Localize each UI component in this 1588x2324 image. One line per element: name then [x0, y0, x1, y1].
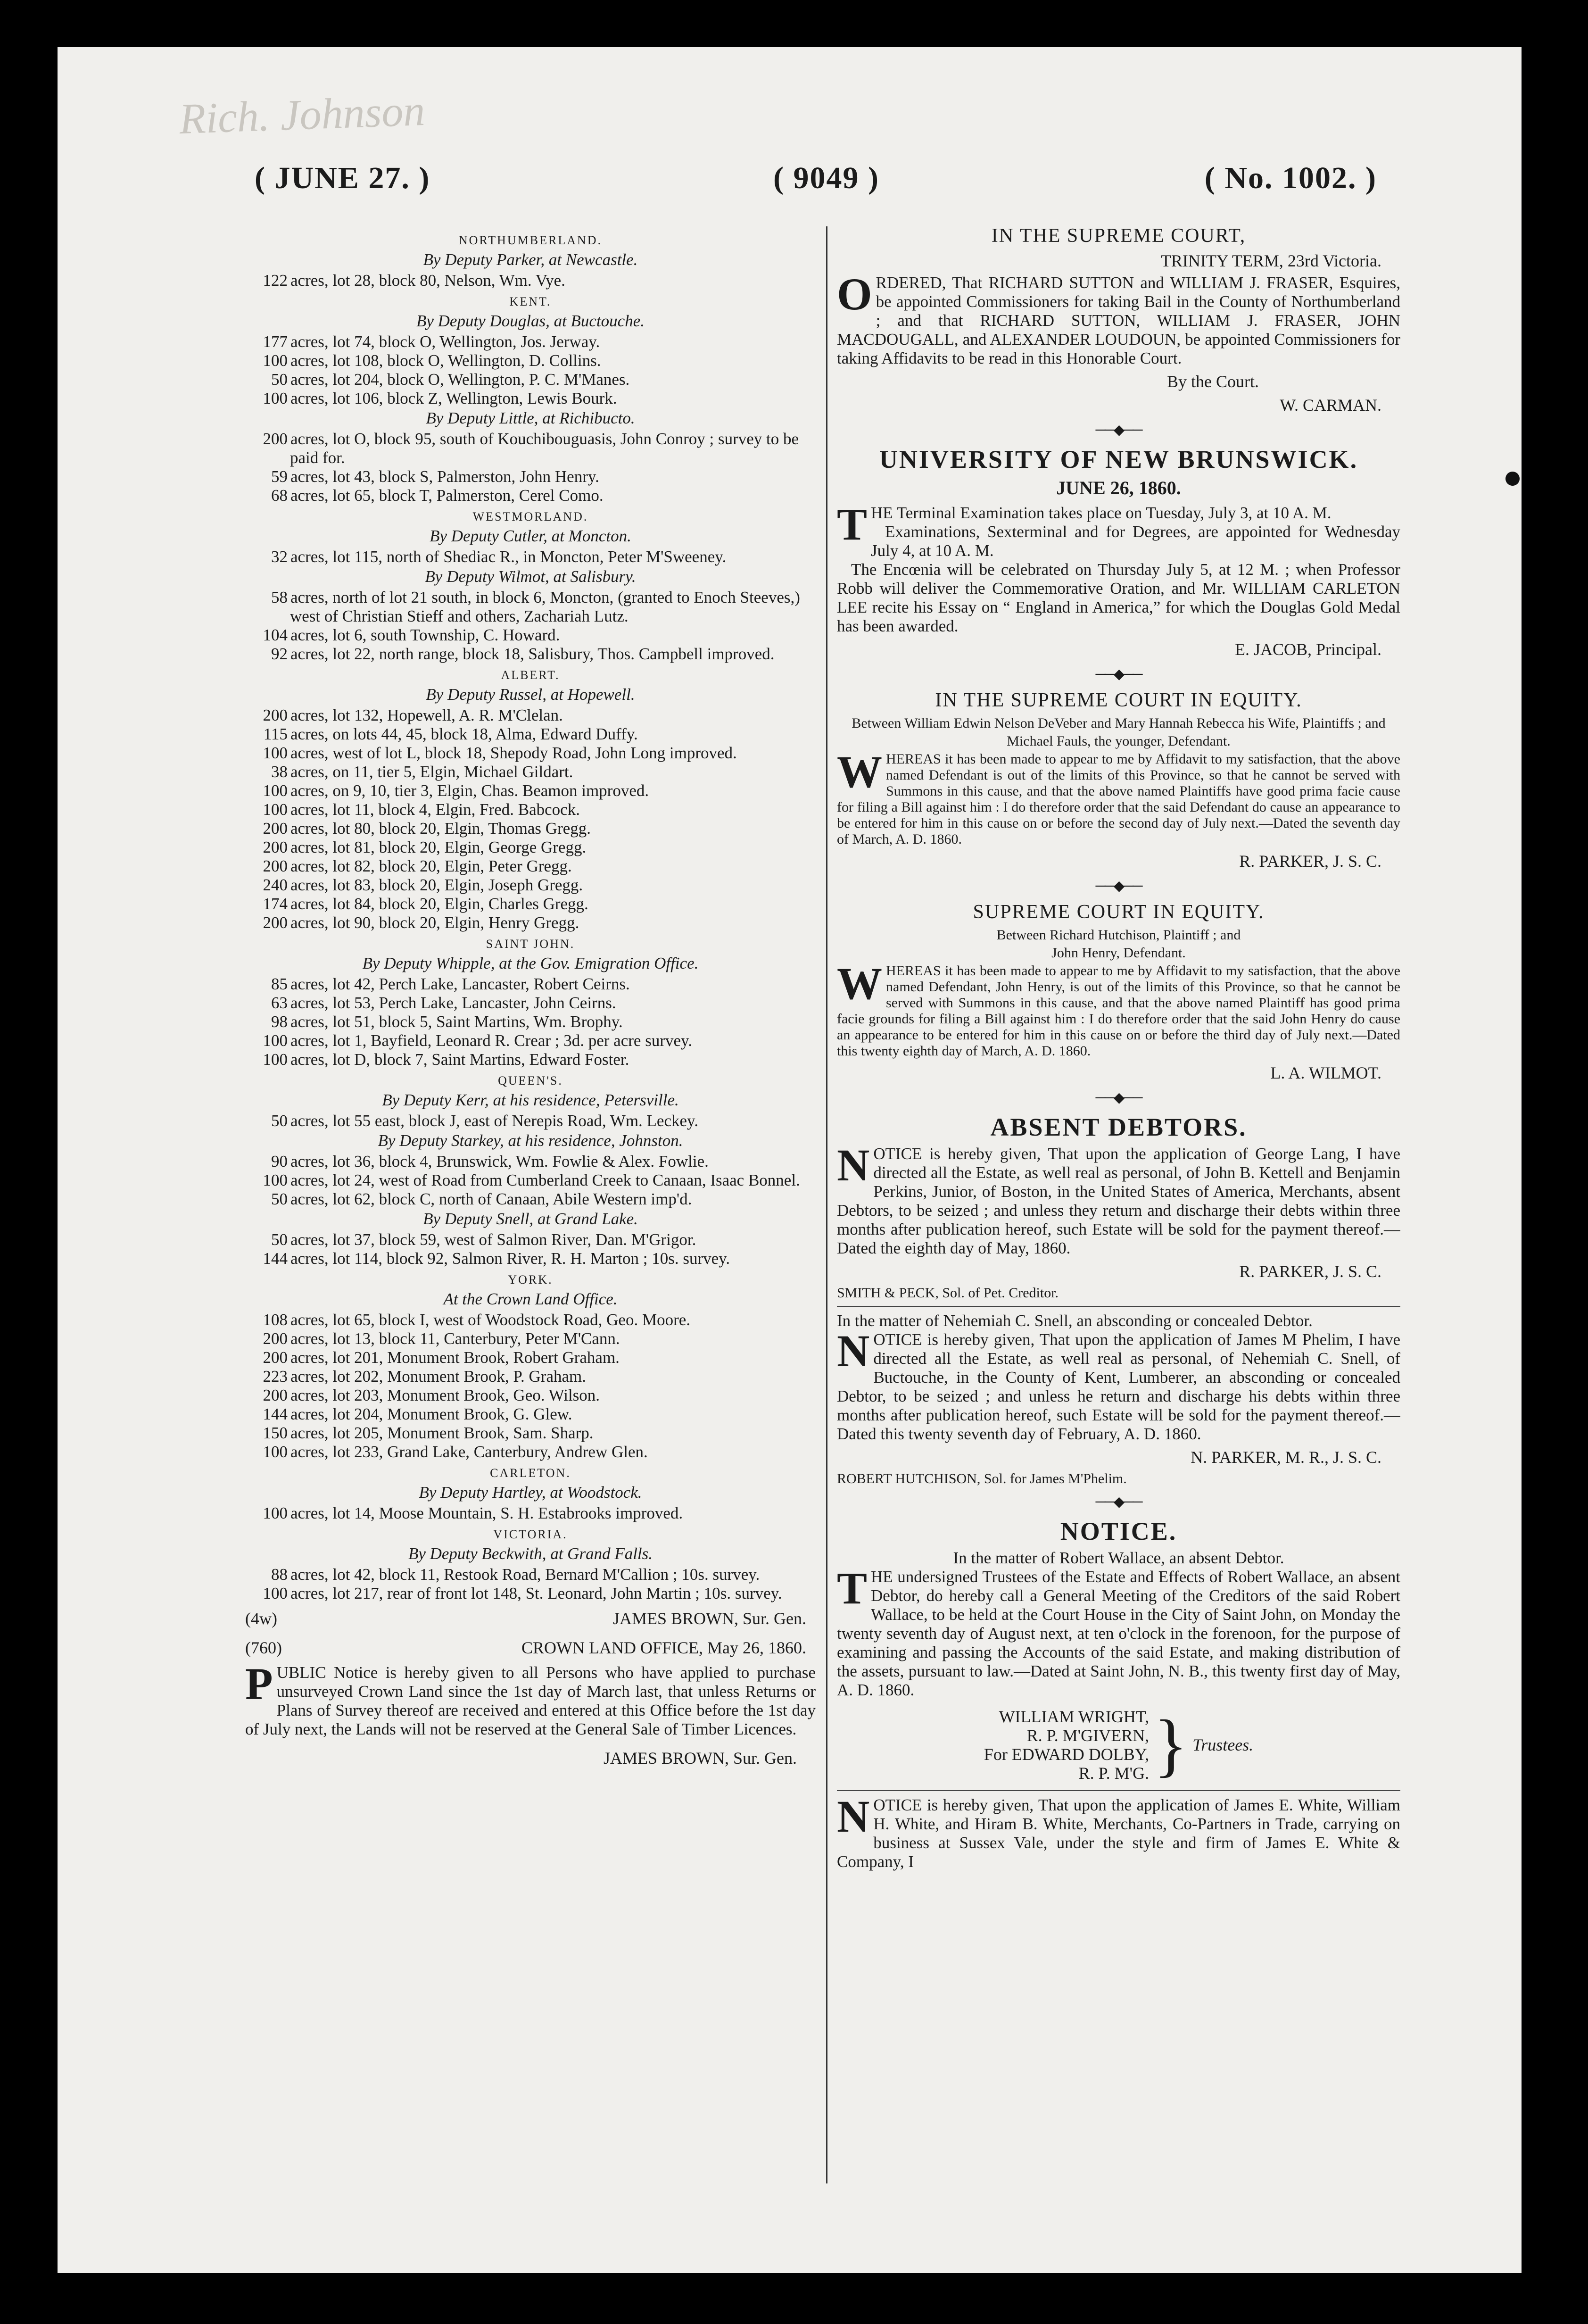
entry-text: acres, lot 84, block 20, Elgin, Charles Gregg. [290, 895, 588, 913]
land-entry [245, 389, 816, 408]
entry-text: acres, lot D, block 7, Saint Martins, Edward Foster. [290, 1050, 629, 1069]
land-entry [245, 1249, 816, 1268]
notice-title: SUPREME COURT IN EQUITY. [973, 901, 1265, 923]
land-entry [245, 1329, 816, 1348]
entry-list [245, 1565, 816, 1603]
entry-text: acres, west of lot L, block 18, Shepody Road, John Long improved. [290, 744, 737, 762]
signature: JAMES BROWN, Sur. Gen. [612, 1609, 806, 1628]
land-entry [245, 271, 816, 290]
county-kent: KENT. [509, 295, 552, 308]
county-victoria: VICTORIA. [493, 1527, 568, 1541]
ornament-divider: ──◆── [1095, 1090, 1142, 1105]
acreage: 32 [271, 548, 288, 566]
notice-title: IN THE SUPREME COURT IN EQUITY. [935, 689, 1302, 711]
acreage: 144 [263, 1249, 288, 1268]
parties: Michael Fauls, the younger, Defendant. [1007, 733, 1231, 749]
acreage: 100 [263, 389, 288, 407]
order-text: HEREAS it has been made to appear to me by Affidavit to my satisfaction, that the above named Defendant, John Henry, is out of the limits of this Province, so that he cannot be served with Summons in this cause, and that the above named Plaintiff has good prima facie grounds for filing a Bill against him : I do therefore order that the said John Henry do cause an appearance to be entered for him in this cause on or before the third day of July next.—Dated this twenty eighth day of March, A. D. 1860. [837, 963, 1400, 1059]
header-date: ( JUNE 27. ) [255, 161, 430, 195]
acreage: 85 [271, 975, 288, 993]
parties: Between William Edwin Nelson DeVeber and Mary Hannah Rebecca his Wife, Plaintiffs ; and [852, 715, 1386, 731]
land-entry [245, 1367, 816, 1386]
acreage: 98 [271, 1013, 288, 1031]
parties: John Henry, Defendant. [1051, 945, 1186, 961]
county-york: YORK. [508, 1273, 553, 1286]
entry-text: acres, lot 1, Bayfield, Leonard R. Crear ; 3d. per acre survey. [290, 1031, 692, 1050]
county-albert: ALBERT. [501, 668, 560, 682]
land-entry [245, 1171, 816, 1190]
entry-text: acres, lot 37, block 59, west of Salmon River, Dan. M'Grigor. [290, 1230, 696, 1249]
entry-text: acres, lot 42, block 11, Restook Road, Bernard M'Callion ; 10s. survey. [290, 1565, 760, 1584]
land-entry [245, 1050, 816, 1069]
acreage: 144 [263, 1405, 288, 1423]
handwritten-annotation: Rich. Johnson [178, 86, 426, 143]
exam-paragraph: Examinations, Sexterminal and for Degrees, are appointed for Wednesday July 4, at 10 A. M. [871, 523, 1400, 560]
acreage: 100 [263, 1050, 288, 1069]
county-westmorland: WESTMORLAND. [472, 510, 588, 523]
entry-text: acres, lot 81, block 20, Elgin, George Gregg. [290, 838, 587, 856]
entry-text: acres, lot 62, block C, north of Canaan, Abile Western imp'd. [290, 1190, 692, 1208]
land-entry [245, 895, 816, 913]
header-page-number: ( 9049 ) [773, 161, 879, 195]
notice-text: HE undersigned Trustees of the Estate and Effects of Robert Wallace, an absent Debtor, do hereby call a General Meeting of the Creditors of the said Robert Wallace, to be held at the Court House in the City of Saint John, on Monday the twenty seventh day of August next, at ten o'clock in the forenoon, for the purpose of examining and passing the Accounts of the said Estate, and making distribution of the assets, pursuant to law.—Dated at Saint John, N. B., this twenty first day of May, A. D. 1860. [837, 1568, 1400, 1699]
signature: R. PARKER, J. S. C. [1239, 1262, 1381, 1281]
entry-text: acres, lot 53, Perch Lake, Lancaster, John Ceirns. [290, 994, 616, 1012]
signature: R. PARKER, J. S. C. [1239, 852, 1381, 871]
land-entry [245, 332, 816, 351]
drop-cap: T [837, 1563, 868, 1613]
drop-cap: N [837, 1791, 870, 1842]
land-entry [245, 351, 816, 370]
notice-title: ABSENT DEBTORS. [990, 1113, 1247, 1141]
entry-text: acres, lot 217, rear of front lot 148, St. Leonard, John Martin ; 10s. survey. [290, 1584, 782, 1602]
land-entry [245, 706, 816, 725]
crown-land-notice [245, 1659, 816, 1739]
acreage: 100 [263, 800, 288, 819]
land-entry [245, 1405, 816, 1424]
absconding-debtor-notice [837, 1326, 1400, 1444]
acreage: 108 [263, 1311, 288, 1329]
acreage: 68 [271, 486, 288, 505]
acreage: 200 [263, 1329, 288, 1348]
acreage: 50 [271, 1112, 288, 1130]
land-entry [245, 1424, 816, 1443]
entry-text: acres, lot 28, block 80, Nelson, Wm. Vye. [290, 271, 565, 290]
entry-text: acres, lot 90, block 20, Elgin, Henry Gregg. [290, 913, 579, 932]
land-entry [245, 1348, 816, 1367]
notice-text: OTICE is hereby given, That upon the application of George Lang, I have directed all the Estate, as well real as personal, of John B. Kettell and Benjamin Perkins, Junior, of Boston, in the United States of America, Merchants, absent Debtors, to be seized ; and unless they return and discharge their debts within three months after publication hereof, such Estate will be sold for the payment thereof.—Dated the eighth day of May, 1860. [837, 1145, 1400, 1257]
signature-line [245, 1609, 816, 1628]
entry-text: acres, lot 204, block O, Wellington, P. C. M'Manes. [290, 370, 630, 389]
deputy-heading: By Deputy Hartley, at Woodstock. [419, 1483, 642, 1502]
land-entry [245, 857, 816, 876]
entry-text: acres, lot 108, block O, Wellington, D. Collins. [290, 351, 601, 370]
deputy-heading: By Deputy Little, at Richibucto. [426, 409, 635, 427]
land-entry [245, 876, 816, 895]
land-entry [245, 1152, 816, 1171]
trustees-block [837, 1707, 1400, 1783]
entry-text: acres, lot 74, block O, Wellington, Jos. Jerway. [290, 332, 600, 351]
acreage: 150 [263, 1424, 288, 1442]
county-queens: QUEEN'S. [498, 1074, 563, 1087]
equity-order [837, 958, 1400, 1059]
court-order [837, 269, 1400, 368]
signature: JAMES BROWN, Sur. Gen. [603, 1749, 797, 1768]
acreage: 100 [263, 744, 288, 762]
deputy-heading: By Deputy Wilmot, at Salisbury. [425, 567, 636, 586]
right-column [837, 223, 1400, 2189]
entry-list [245, 1112, 816, 1130]
deputy-heading: By Deputy Starkey, at his residence, Johnston. [378, 1131, 683, 1150]
drop-cap: T [837, 499, 868, 549]
entry-text: acres, lot 83, block 20, Elgin, Joseph Gregg. [290, 876, 583, 894]
land-entry [245, 430, 816, 467]
entry-text: acres, lot 24, west of Road from Cumberland Creek to Canaan, Isaac Bonnel. [290, 1171, 800, 1189]
by-the-court: By the Court. [1167, 372, 1259, 391]
land-entry [245, 781, 816, 800]
county-carleton: CARLETON. [490, 1466, 571, 1480]
order-text: RDERED, That RICHARD SUTTON and WILLIAM J. FRASER, Esquires, be appointed Commissioners for taking Bail in the County of Northumberland ; and that RICHARD SUTTON, WILLIAM J. FRASER, JOHN MACDOUGALL, and ALEXANDER LOUDOUN, be appointed Commissioners for taking Affidavits to be read in this Honorable Court. [837, 274, 1400, 367]
parties: Between Richard Hutchison, Plaintiff ; and [996, 927, 1241, 943]
entry-text: acres, lot 204, Monument Brook, G. Glew. [290, 1405, 572, 1423]
acreage: 90 [271, 1152, 288, 1170]
land-entry [245, 1230, 816, 1249]
land-entry [245, 1311, 816, 1329]
entry-text: acres, lot 202, Monument Brook, P. Graham. [290, 1367, 586, 1386]
deputy-heading: By Deputy Whipple, at the Gov. Emigration Office. [362, 954, 699, 972]
partnership-notice [837, 1791, 1400, 1871]
acreage: 200 [263, 1386, 288, 1404]
insertion-code: (4w) [245, 1609, 277, 1628]
entry-text: acres, lot 82, block 20, Elgin, Peter Gregg. [290, 857, 572, 875]
deputy-heading: By Deputy Beckwith, at Grand Falls. [408, 1544, 653, 1563]
acreage: 92 [271, 645, 288, 663]
acreage: 115 [263, 725, 288, 743]
entry-text: acres, lot 201, Monument Brook, Robert Graham. [290, 1348, 620, 1367]
land-entry [245, 1112, 816, 1130]
entry-text: acres, lot 233, Grand Lake, Canterbury, Andrew Glen. [290, 1443, 648, 1461]
acreage: 174 [263, 895, 288, 913]
deputy-heading: By Deputy Parker, at Newcastle. [423, 250, 638, 269]
land-entry [245, 763, 816, 781]
ink-blot [1505, 472, 1520, 486]
acreage: 100 [263, 1504, 288, 1522]
entry-text: acres, lot 22, north range, block 18, Salisbury, Thos. Campbell improved. [290, 645, 775, 663]
notice-date: JUNE 26, 1860. [1056, 477, 1181, 498]
notice-title: NOTICE. [1060, 1517, 1177, 1545]
entry-text: acres, lot 203, Monument Brook, Geo. Wilson. [290, 1386, 600, 1404]
entry-text: acres, lot 43, block S, Palmerston, John Henry. [290, 467, 599, 486]
land-entry [245, 725, 816, 744]
land-entry [245, 1190, 816, 1209]
order-text: HEREAS it has been made to appear to me by Affidavit to my satisfaction, that the above named Defendant is out of the limits of this Province, so that he cannot be served with Summons in this cause, and that the above named Plaintiffs have good prima facie cause for filing a Bill against him : I do therefore order that the said Defendant do cause an appearance to be entered for him in this cause on or before the second day of July next.—Dated the seventh day of March, A. D. 1860. [837, 751, 1400, 847]
deputy-heading: By Deputy Cutler, at Moncton. [430, 527, 631, 545]
ornament-divider: ──◆── [1095, 666, 1142, 682]
signature: N. PARKER, M. R., J. S. C. [1191, 1448, 1381, 1467]
acreage: 50 [271, 1190, 288, 1208]
entry-list [245, 332, 816, 408]
trustee-name: R. P. M'GIVERN, [1026, 1726, 1150, 1745]
trustee-name: R. P. M'G. [1078, 1764, 1150, 1783]
entry-text: acres, lot 36, block 4, Brunswick, Wm. Fowlie & Alex. Fowlie. [290, 1152, 709, 1170]
entry-list [245, 1230, 816, 1268]
acreage: 59 [271, 467, 288, 486]
entry-text: acres, lot 65, block I, west of Woodstock Road, Geo. Moore. [290, 1311, 691, 1329]
entry-text: acres, lot 42, Perch Lake, Lancaster, Robert Ceirns. [290, 975, 630, 993]
entry-text: acres, lot 14, Moose Mountain, S. H. Estabrooks improved. [290, 1504, 683, 1522]
land-entry [245, 1013, 816, 1031]
signature: E. JACOB, Principal. [1235, 640, 1381, 659]
acreage: 177 [263, 332, 288, 351]
entry-text: acres, lot 51, block 5, Saint Martins, Wm. Brophy. [290, 1013, 623, 1031]
acreage: 38 [271, 763, 288, 781]
land-entry [245, 744, 816, 763]
header-issue-number: ( No. 1002. ) [1204, 161, 1377, 195]
deputy-heading: By Deputy Snell, at Grand Lake. [423, 1210, 638, 1228]
solicitor-line: SMITH & PECK, Sol. of Pet. Creditor. [837, 1285, 1059, 1301]
signature: L. A. WILMOT. [1270, 1063, 1381, 1082]
notice-text: UBLIC Notice is hereby given to all Persons who have applied to purchase unsurveyed Crown Land since the 1st day of March last, that unless Returns or Plans of Survey thereof are received and entered at this Office before the 1st day of July next, the Lands will not be reserved at the General Sale of Timber Licences. [245, 1663, 816, 1738]
entry-text: acres, lot 65, block T, Palmerston, Cerel Como. [290, 486, 604, 505]
matter-line: In the matter of Robert Wallace, an absent Debtor. [953, 1549, 1284, 1567]
acreage: 200 [263, 838, 288, 856]
acreage: 58 [271, 588, 288, 606]
acreage: 200 [263, 706, 288, 724]
land-entry [245, 645, 816, 664]
page-header [255, 160, 1377, 222]
drop-cap: W [837, 747, 882, 797]
deputy-heading: By Deputy Douglas, at Buctouche. [416, 312, 645, 330]
land-entry [245, 800, 816, 819]
acreage: 200 [263, 430, 288, 448]
ornament-divider: ──◆── [1095, 878, 1142, 894]
acreage: 200 [263, 819, 288, 838]
acreage: 50 [271, 370, 288, 389]
entry-list [245, 1311, 816, 1461]
entry-text: acres, lot 114, block 92, Salmon River, R. H. Marton ; 10s. survey. [290, 1249, 730, 1268]
signature: W. CARMAN. [1280, 396, 1381, 415]
acreage: 50 [271, 1230, 288, 1249]
acreage: 200 [263, 857, 288, 875]
absent-debtor-notice [837, 1140, 1400, 1258]
acreage: 100 [263, 1031, 288, 1050]
entry-list [245, 430, 816, 505]
notice-title: UNIVERSITY OF NEW BRUNSWICK. [879, 445, 1358, 473]
notice-text: OTICE is hereby given, That upon the application of James E. White, William H. White, and Hiram B. White, Merchants, Co-Partners in Trade, carrying on business at Sussex Vale, under the style and firm of James E. White & Company, I [837, 1796, 1400, 1871]
entry-text: acres, lot 205, Monument Brook, Sam. Sharp. [290, 1424, 594, 1442]
entry-list [245, 588, 816, 664]
column-rule [826, 226, 827, 2183]
notice-title: IN THE SUPREME COURT, [991, 225, 1246, 247]
land-entry [245, 1565, 816, 1584]
acreage: 100 [263, 781, 288, 800]
notice-text: OTICE is hereby given, That upon the application of James M Phelim, I have directed all the Estate, as well real as personal, of Nehemiah C. Snell, of Buctouche, in the County of Kent, Lumberer, an absconding or concealed Debtor, to be seized ; and unless he return and discharge his debts within three months after publication hereof, such Estate will be sold for the payment thereof.—Dated this twenty seventh day of February, A. D. 1860. [837, 1330, 1400, 1443]
land-entry [245, 626, 816, 645]
land-entry [245, 1386, 816, 1405]
trustees-notice [837, 1563, 1400, 1700]
acreage: 240 [263, 876, 288, 894]
acreage: 100 [263, 1171, 288, 1189]
land-entry [245, 838, 816, 857]
land-entry [245, 486, 816, 505]
solicitor-line: ROBERT HUTCHISON, Sol. for James M'Phelim. [837, 1471, 1127, 1486]
entry-text: acres, lot 132, Hopewell, A. R. M'Clelan. [290, 706, 563, 724]
term-line: TRINITY TERM, 23rd Victoria. [1160, 251, 1381, 270]
land-entry [245, 1584, 816, 1603]
land-entry [245, 819, 816, 838]
land-entry [245, 1031, 816, 1050]
brace-glyph: } [1154, 1706, 1188, 1784]
land-entry [245, 1504, 816, 1523]
land-entry [245, 1443, 816, 1461]
drop-cap: O [837, 269, 872, 319]
entry-text: acres, lot O, block 95, south of Kouchibouguasis, John Conroy ; survey to be paid for. [290, 430, 799, 467]
entry-list [245, 975, 816, 1069]
trustee-name: For EDWARD DOLBY, [984, 1745, 1150, 1764]
entry-list [245, 1152, 816, 1209]
entry-list [245, 706, 816, 932]
entry-list [245, 548, 816, 566]
acreage: 223 [263, 1367, 288, 1386]
entry-text: acres, lot 80, block 20, Elgin, Thomas Gregg. [290, 819, 591, 838]
land-entry [245, 913, 816, 932]
trustee-names [984, 1707, 1149, 1783]
drop-cap: P [245, 1659, 273, 1709]
entry-text: acres, lot 106, block Z, Wellington, Lewis Bourk. [290, 389, 617, 407]
entry-text: acres, lot 11, block 4, Elgin, Fred. Babcock. [290, 800, 580, 819]
acreage: 63 [271, 994, 288, 1012]
rule [837, 1306, 1400, 1307]
acreage: 88 [271, 1565, 288, 1584]
office-dateline: CROWN LAND OFFICE, May 26, 1860. [521, 1638, 806, 1657]
entry-text: acres, on 9, 10, tier 3, Elgin, Chas. Beamon improved. [290, 781, 649, 800]
entry-text: acres, north of lot 21 south, in block 6, Moncton, (granted to Enoch Steeves,) west of Christian Stieff and others, Zachariah Lutz. [290, 588, 800, 625]
notice-heading [245, 1638, 816, 1658]
ornament-divider: ──◆── [1095, 422, 1142, 438]
acreage: 200 [263, 913, 288, 932]
encaenia-paragraph: The Encœnia will be celebrated on Thursday July 5, at 12 M. ; when Professor Robb will deliver the Commemorative Oration, and Mr. WILLIAM CARLETON LEE recite his Essay on “ England in America,” for which the Douglas Gold Medal has been awarded. [837, 560, 1400, 635]
acreage: 100 [263, 351, 288, 370]
land-entry [245, 994, 816, 1013]
equity-order [837, 747, 1400, 847]
entry-list [245, 271, 816, 290]
trustee-name: WILLIAM WRIGHT, [999, 1707, 1150, 1726]
county-northumberland: NORTHUMBERLAND. [458, 233, 603, 247]
county-saint-john: SAINT JOHN. [486, 937, 575, 951]
acreage: 200 [263, 1348, 288, 1367]
entry-text: acres, lot 6, south Township, C. Howard. [290, 626, 560, 644]
entry-list [245, 1504, 816, 1523]
ornament-divider: ──◆── [1095, 1494, 1142, 1510]
entry-text: acres, on 11, tier 5, Elgin, Michael Gildart. [290, 763, 573, 781]
acreage: 122 [263, 271, 288, 290]
land-entry [245, 588, 816, 626]
deputy-heading: At the Crown Land Office. [443, 1290, 618, 1308]
entry-text: acres, lot 115, north of Shediac R., in Moncton, Peter M'Sweeney. [290, 548, 727, 566]
acreage: 100 [263, 1584, 288, 1602]
insertion-code: (760) [245, 1638, 282, 1657]
deputy-heading: By Deputy Kerr, at his residence, Petersville. [382, 1091, 679, 1109]
drop-cap: W [837, 958, 882, 1009]
land-entry [245, 467, 816, 486]
land-entry [245, 548, 816, 566]
exam-text: HE Terminal Examination takes place on Tuesday, July 3, at 10 A. M. [871, 504, 1332, 522]
land-entry [245, 370, 816, 389]
deputy-heading: By Deputy Russel, at Hopewell. [426, 685, 635, 704]
acreage: 100 [263, 1443, 288, 1461]
entry-text: acres, on lots 44, 45, block 18, Alma, Edward Duffy. [290, 725, 638, 743]
rule [837, 1790, 1400, 1791]
drop-cap: N [837, 1326, 870, 1376]
trustees-label: Trustees. [1192, 1735, 1254, 1754]
left-column [245, 229, 816, 2186]
entry-text: acres, lot 13, block 11, Canterbury, Peter M'Cann. [290, 1329, 620, 1348]
land-entry [245, 975, 816, 994]
drop-cap: N [837, 1140, 870, 1190]
entry-text: acres, lot 55 east, block J, east of Nerepis Road, Wm. Leckey. [290, 1112, 699, 1130]
acreage: 104 [263, 626, 288, 644]
matter-line: In the matter of Nehemiah C. Snell, an absconding or concealed Debtor. [837, 1311, 1313, 1330]
